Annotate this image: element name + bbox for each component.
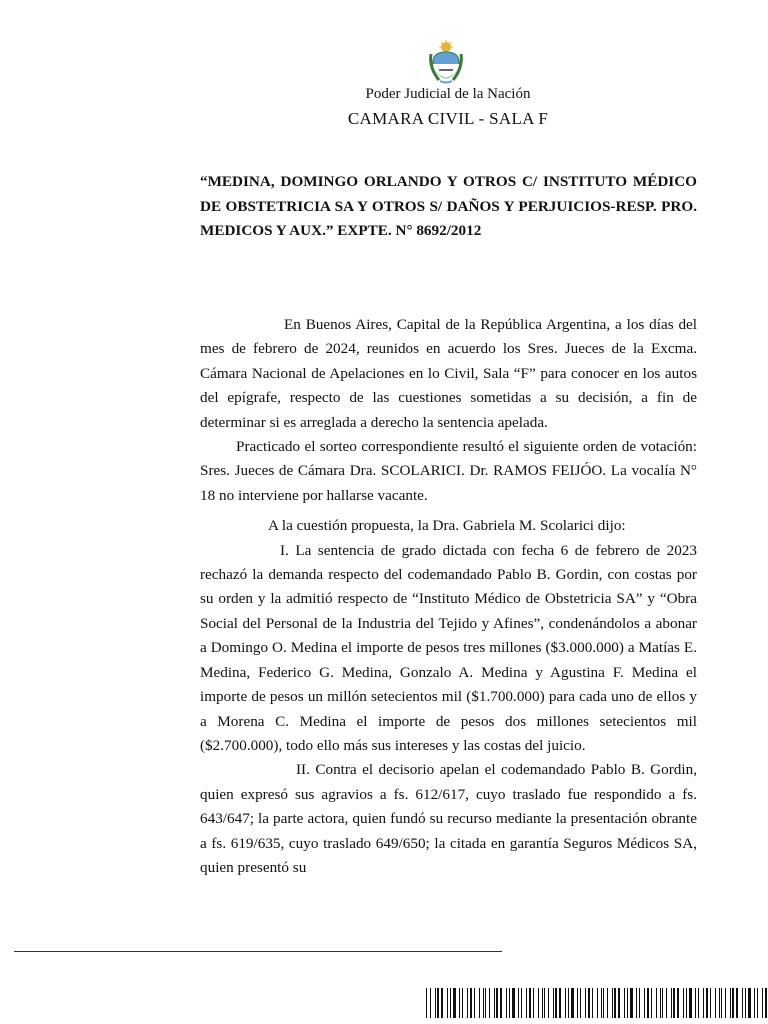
barcode-icon — [426, 988, 768, 1018]
paragraph-opening: En Buenos Aires, Capital de la República Argentina, a los días del mes de febrero de 2024, reunidos en acuerdo los Sres. Jueces de la Excma. Cámara Nacional de Apelaciones en lo Civil, Sala “F” para conocer en los autos del epígrafe, respecto de las cuestiones sometidas a su decisión, a fin de determinar si es arreglada a derecho la sentencia apelada. — [200, 316, 697, 431]
paragraph-section-ii: II. Contra el decisorio apelan el codemandado Pablo B. Gordin, quien expresó sus agravios a fs. 612/617, cuyo traslado fue respondido a fs. 643/647; la parte actora, quien fundó su recurso mediante la presentación obrante a fs. 619/635, cuyo traslado 649/650; la citada en garantía Seguros Médicos SA, quien presentó su — [200, 761, 697, 876]
paragraph-section-i: I. La sentencia de grado dictada con fecha 6 de febrero de 2023 rechazó la demanda respecto del codemandado Pablo B. Gordin, con costas por su orden y la admitió respecto de “Instituto Médico de Obstetricia SA” y “Obra Social del Personal de la Industria del Tejido y Afines”, condenándolos a abonar a Domingo O. Medina el importe de pesos tres millones ($3.000.000) a Matías E. Medina, Federico G. Medina, Gonzalo A. Medina y Agustina F. Medina el importe de pesos un millón setecientos mil ($1.700.000) para cada uno de ellos y a Morena C. Medina el importe de pesos dos millones setecientos mil ($2.700.000), todo ello más sus intereses y las costas del juicio. — [200, 541, 697, 754]
paragraph-voting-order: Practicado el sorteo correspondiente resultó el siguiente orden de votación: Sres. Jueces de Cámara Dra. SCOLARICI. Dr. RAMOS FEIJÓO. La vocalía N° 18 no interviene por hallarse vacante. — [200, 438, 697, 504]
paragraph-question: A la cuestión propuesta, la Dra. Gabriela M. Scolarici dijo: — [268, 517, 626, 535]
footnote-divider — [14, 951, 502, 952]
coat-of-arms-icon — [429, 40, 463, 84]
document-body — [200, 313, 697, 880]
institution-name: Poder Judicial de la Nación — [365, 86, 531, 102]
court-name: CAMARA CIVIL - SALA F — [347, 109, 549, 128]
case-caption: “MEDINA, DOMINGO ORLANDO Y OTROS C/ INSTITUTO MÉDICO DE OBSTETRICIA SA Y OTROS S/ DAÑOS Y PERJUICIOS-RESP. PRO. MEDICOS Y AUX.” EXPTE. N° 8692/2012 — [200, 173, 697, 239]
